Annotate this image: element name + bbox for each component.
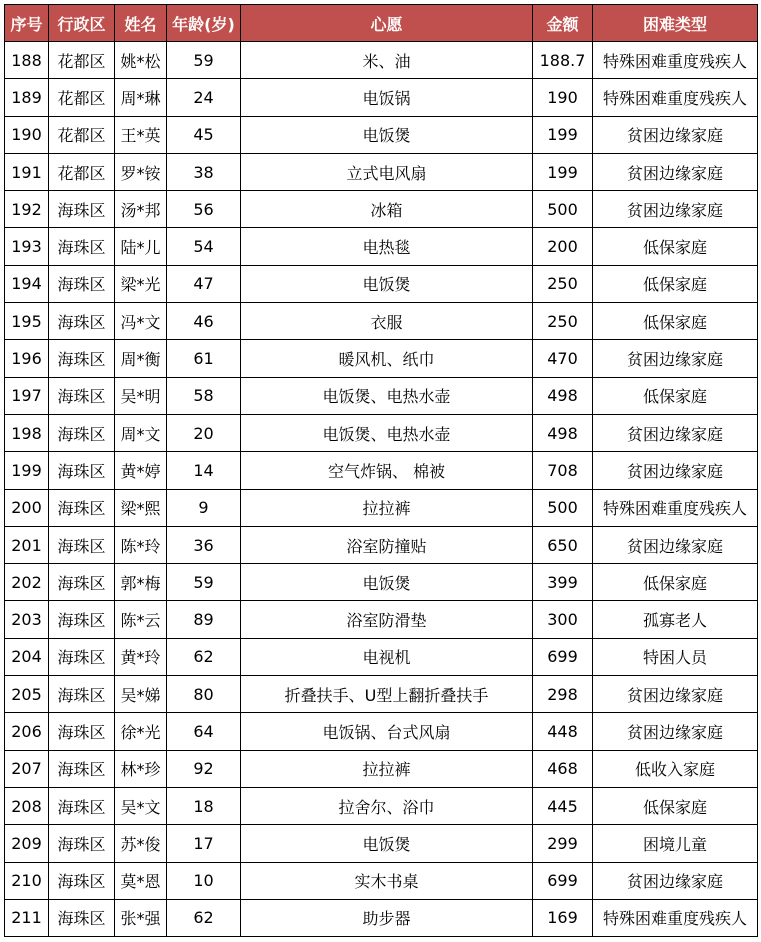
cell-amount: 468 bbox=[533, 750, 593, 787]
cell-hardship-type: 特殊困难重度残疾人 bbox=[593, 79, 758, 116]
cell-district: 海珠区 bbox=[49, 638, 115, 675]
table-row bbox=[5, 899, 758, 936]
cell-hardship-type: 特困人员 bbox=[593, 638, 758, 675]
cell-wish: 电饭煲 bbox=[241, 564, 533, 601]
table-row bbox=[5, 340, 758, 377]
cell-hardship-type: 低保家庭 bbox=[593, 265, 758, 302]
cell-age: 92 bbox=[167, 750, 241, 787]
cell-wish: 折叠扶手、U型上翻折叠扶手 bbox=[241, 676, 533, 713]
cell-district: 海珠区 bbox=[49, 377, 115, 414]
cell-age: 59 bbox=[167, 42, 241, 79]
cell-district: 花都区 bbox=[49, 153, 115, 190]
cell-name: 陈*云 bbox=[115, 601, 167, 638]
cell-index: 201 bbox=[5, 526, 49, 563]
cell-district: 海珠区 bbox=[49, 787, 115, 824]
header-cell: 金额 bbox=[533, 5, 593, 42]
cell-index: 200 bbox=[5, 489, 49, 526]
cell-district: 海珠区 bbox=[49, 228, 115, 265]
table-row bbox=[5, 564, 758, 601]
cell-district: 海珠区 bbox=[49, 526, 115, 563]
cell-age: 18 bbox=[167, 787, 241, 824]
table-row bbox=[5, 265, 758, 302]
cell-name: 梁*光 bbox=[115, 265, 167, 302]
cell-age: 46 bbox=[167, 303, 241, 340]
cell-name: 吴*文 bbox=[115, 787, 167, 824]
cell-amount: 650 bbox=[533, 526, 593, 563]
cell-age: 80 bbox=[167, 676, 241, 713]
cell-name: 陈*玲 bbox=[115, 526, 167, 563]
cell-name: 周*琳 bbox=[115, 79, 167, 116]
header-cell: 行政区 bbox=[49, 5, 115, 42]
table-row bbox=[5, 862, 758, 899]
cell-amount: 199 bbox=[533, 153, 593, 190]
cell-hardship-type: 贫困边缘家庭 bbox=[593, 676, 758, 713]
table-row bbox=[5, 638, 758, 675]
cell-wish: 拉拉裤 bbox=[241, 489, 533, 526]
cell-district: 海珠区 bbox=[49, 414, 115, 451]
cell-name: 莫*恩 bbox=[115, 862, 167, 899]
cell-amount: 500 bbox=[533, 489, 593, 526]
table-row bbox=[5, 676, 758, 713]
cell-wish: 电饭煲 bbox=[241, 116, 533, 153]
cell-hardship-type: 低保家庭 bbox=[593, 787, 758, 824]
cell-age: 20 bbox=[167, 414, 241, 451]
cell-wish: 冰箱 bbox=[241, 191, 533, 228]
cell-age: 9 bbox=[167, 489, 241, 526]
cell-hardship-type: 低保家庭 bbox=[593, 564, 758, 601]
cell-wish: 电饭煲、电热水壶 bbox=[241, 414, 533, 451]
cell-district: 海珠区 bbox=[49, 750, 115, 787]
table-row bbox=[5, 713, 758, 750]
cell-amount: 699 bbox=[533, 862, 593, 899]
cell-amount: 250 bbox=[533, 265, 593, 302]
cell-amount: 190 bbox=[533, 79, 593, 116]
cell-name: 黄*婷 bbox=[115, 452, 167, 489]
cell-amount: 708 bbox=[533, 452, 593, 489]
table-row bbox=[5, 116, 758, 153]
cell-age: 24 bbox=[167, 79, 241, 116]
cell-hardship-type: 低保家庭 bbox=[593, 228, 758, 265]
cell-index: 206 bbox=[5, 713, 49, 750]
cell-name: 林*珍 bbox=[115, 750, 167, 787]
cell-index: 205 bbox=[5, 676, 49, 713]
cell-age: 14 bbox=[167, 452, 241, 489]
cell-index: 193 bbox=[5, 228, 49, 265]
table-row bbox=[5, 601, 758, 638]
cell-name: 吴*娣 bbox=[115, 676, 167, 713]
cell-amount: 498 bbox=[533, 377, 593, 414]
cell-district: 海珠区 bbox=[49, 676, 115, 713]
cell-wish: 拉舍尔、浴巾 bbox=[241, 787, 533, 824]
table-row bbox=[5, 153, 758, 190]
table-row bbox=[5, 787, 758, 824]
cell-age: 38 bbox=[167, 153, 241, 190]
cell-wish: 助步器 bbox=[241, 899, 533, 936]
cell-name: 冯*文 bbox=[115, 303, 167, 340]
cell-name: 吴*明 bbox=[115, 377, 167, 414]
cell-district: 海珠区 bbox=[49, 340, 115, 377]
cell-wish: 衣服 bbox=[241, 303, 533, 340]
cell-hardship-type: 困境儿童 bbox=[593, 825, 758, 862]
cell-amount: 250 bbox=[533, 303, 593, 340]
cell-amount: 169 bbox=[533, 899, 593, 936]
cell-amount: 470 bbox=[533, 340, 593, 377]
cell-hardship-type: 特殊困难重度残疾人 bbox=[593, 489, 758, 526]
table-row bbox=[5, 377, 758, 414]
cell-name: 姚*松 bbox=[115, 42, 167, 79]
cell-wish: 电视机 bbox=[241, 638, 533, 675]
cell-name: 周*文 bbox=[115, 414, 167, 451]
cell-index: 199 bbox=[5, 452, 49, 489]
header-cell: 姓名 bbox=[115, 5, 167, 42]
cell-name: 徐*光 bbox=[115, 713, 167, 750]
table-row bbox=[5, 414, 758, 451]
table-row bbox=[5, 489, 758, 526]
cell-hardship-type: 贫困边缘家庭 bbox=[593, 414, 758, 451]
cell-district: 海珠区 bbox=[49, 825, 115, 862]
cell-wish: 电饭锅、台式风扇 bbox=[241, 713, 533, 750]
cell-amount: 699 bbox=[533, 638, 593, 675]
table-row bbox=[5, 42, 758, 79]
cell-hardship-type: 特殊困难重度残疾人 bbox=[593, 42, 758, 79]
cell-name: 黄*玲 bbox=[115, 638, 167, 675]
header-row bbox=[5, 5, 758, 42]
cell-index: 203 bbox=[5, 601, 49, 638]
cell-district: 海珠区 bbox=[49, 564, 115, 601]
cell-district: 海珠区 bbox=[49, 899, 115, 936]
cell-index: 191 bbox=[5, 153, 49, 190]
cell-index: 207 bbox=[5, 750, 49, 787]
cell-age: 47 bbox=[167, 265, 241, 302]
cell-age: 10 bbox=[167, 862, 241, 899]
cell-name: 陆*儿 bbox=[115, 228, 167, 265]
table-row bbox=[5, 750, 758, 787]
cell-amount: 188.7 bbox=[533, 42, 593, 79]
cell-index: 210 bbox=[5, 862, 49, 899]
cell-name: 罗*铵 bbox=[115, 153, 167, 190]
cell-amount: 500 bbox=[533, 191, 593, 228]
header-cell: 年龄(岁) bbox=[167, 5, 241, 42]
cell-wish: 暖风机、纸巾 bbox=[241, 340, 533, 377]
cell-district: 海珠区 bbox=[49, 191, 115, 228]
cell-hardship-type: 贫困边缘家庭 bbox=[593, 340, 758, 377]
cell-age: 62 bbox=[167, 899, 241, 936]
cell-district: 海珠区 bbox=[49, 303, 115, 340]
cell-wish: 米、油 bbox=[241, 42, 533, 79]
cell-index: 190 bbox=[5, 116, 49, 153]
cell-wish: 浴室防滑垫 bbox=[241, 601, 533, 638]
table-row bbox=[5, 825, 758, 862]
cell-wish: 电饭煲、电热水壶 bbox=[241, 377, 533, 414]
cell-name: 梁*熙 bbox=[115, 489, 167, 526]
cell-amount: 300 bbox=[533, 601, 593, 638]
cell-age: 89 bbox=[167, 601, 241, 638]
cell-index: 196 bbox=[5, 340, 49, 377]
cell-hardship-type: 低保家庭 bbox=[593, 377, 758, 414]
cell-name: 王*英 bbox=[115, 116, 167, 153]
cell-index: 197 bbox=[5, 377, 49, 414]
cell-index: 194 bbox=[5, 265, 49, 302]
cell-hardship-type: 贫困边缘家庭 bbox=[593, 862, 758, 899]
header-cell: 心愿 bbox=[241, 5, 533, 42]
cell-index: 192 bbox=[5, 191, 49, 228]
cell-name: 周*衡 bbox=[115, 340, 167, 377]
cell-hardship-type: 贫困边缘家庭 bbox=[593, 713, 758, 750]
header-cell: 序号 bbox=[5, 5, 49, 42]
cell-age: 54 bbox=[167, 228, 241, 265]
cell-district: 海珠区 bbox=[49, 862, 115, 899]
cell-district: 海珠区 bbox=[49, 601, 115, 638]
cell-amount: 299 bbox=[533, 825, 593, 862]
cell-hardship-type: 低保家庭 bbox=[593, 303, 758, 340]
cell-wish: 浴室防撞贴 bbox=[241, 526, 533, 563]
table-row bbox=[5, 452, 758, 489]
cell-index: 195 bbox=[5, 303, 49, 340]
cell-age: 64 bbox=[167, 713, 241, 750]
cell-name: 汤*邦 bbox=[115, 191, 167, 228]
cell-district: 花都区 bbox=[49, 42, 115, 79]
cell-index: 204 bbox=[5, 638, 49, 675]
cell-age: 61 bbox=[167, 340, 241, 377]
cell-age: 58 bbox=[167, 377, 241, 414]
cell-wish: 实木书桌 bbox=[241, 862, 533, 899]
cell-amount: 448 bbox=[533, 713, 593, 750]
cell-index: 211 bbox=[5, 899, 49, 936]
table-row bbox=[5, 526, 758, 563]
cell-age: 36 bbox=[167, 526, 241, 563]
table-row bbox=[5, 79, 758, 116]
cell-hardship-type: 贫困边缘家庭 bbox=[593, 153, 758, 190]
cell-amount: 498 bbox=[533, 414, 593, 451]
cell-hardship-type: 低收入家庭 bbox=[593, 750, 758, 787]
cell-wish: 电饭煲 bbox=[241, 265, 533, 302]
cell-age: 17 bbox=[167, 825, 241, 862]
cell-district: 花都区 bbox=[49, 79, 115, 116]
cell-amount: 199 bbox=[533, 116, 593, 153]
cell-name: 张*强 bbox=[115, 899, 167, 936]
cell-district: 花都区 bbox=[49, 116, 115, 153]
cell-name: 苏*俊 bbox=[115, 825, 167, 862]
cell-hardship-type: 贫困边缘家庭 bbox=[593, 191, 758, 228]
cell-index: 208 bbox=[5, 787, 49, 824]
cell-index: 189 bbox=[5, 79, 49, 116]
cell-index: 202 bbox=[5, 564, 49, 601]
cell-district: 海珠区 bbox=[49, 713, 115, 750]
cell-hardship-type: 贫困边缘家庭 bbox=[593, 526, 758, 563]
table-body bbox=[5, 42, 758, 937]
table-row bbox=[5, 303, 758, 340]
cell-amount: 298 bbox=[533, 676, 593, 713]
cell-amount: 445 bbox=[533, 787, 593, 824]
cell-name: 郭*梅 bbox=[115, 564, 167, 601]
cell-amount: 200 bbox=[533, 228, 593, 265]
cell-amount: 399 bbox=[533, 564, 593, 601]
cell-wish: 电饭煲 bbox=[241, 825, 533, 862]
wish-table bbox=[4, 4, 758, 937]
table-row bbox=[5, 191, 758, 228]
cell-index: 209 bbox=[5, 825, 49, 862]
cell-wish: 电饭锅 bbox=[241, 79, 533, 116]
cell-hardship-type: 贫困边缘家庭 bbox=[593, 452, 758, 489]
cell-index: 198 bbox=[5, 414, 49, 451]
cell-age: 59 bbox=[167, 564, 241, 601]
cell-age: 45 bbox=[167, 116, 241, 153]
cell-wish: 空气炸锅、 棉被 bbox=[241, 452, 533, 489]
cell-hardship-type: 贫困边缘家庭 bbox=[593, 116, 758, 153]
header-cell: 困难类型 bbox=[593, 5, 758, 42]
cell-index: 188 bbox=[5, 42, 49, 79]
cell-district: 海珠区 bbox=[49, 489, 115, 526]
cell-wish: 电热毯 bbox=[241, 228, 533, 265]
cell-hardship-type: 特殊困难重度残疾人 bbox=[593, 899, 758, 936]
cell-district: 海珠区 bbox=[49, 452, 115, 489]
cell-age: 62 bbox=[167, 638, 241, 675]
table-row bbox=[5, 228, 758, 265]
cell-hardship-type: 孤寡老人 bbox=[593, 601, 758, 638]
cell-wish: 拉拉裤 bbox=[241, 750, 533, 787]
cell-wish: 立式电风扇 bbox=[241, 153, 533, 190]
cell-age: 56 bbox=[167, 191, 241, 228]
cell-district: 海珠区 bbox=[49, 265, 115, 302]
